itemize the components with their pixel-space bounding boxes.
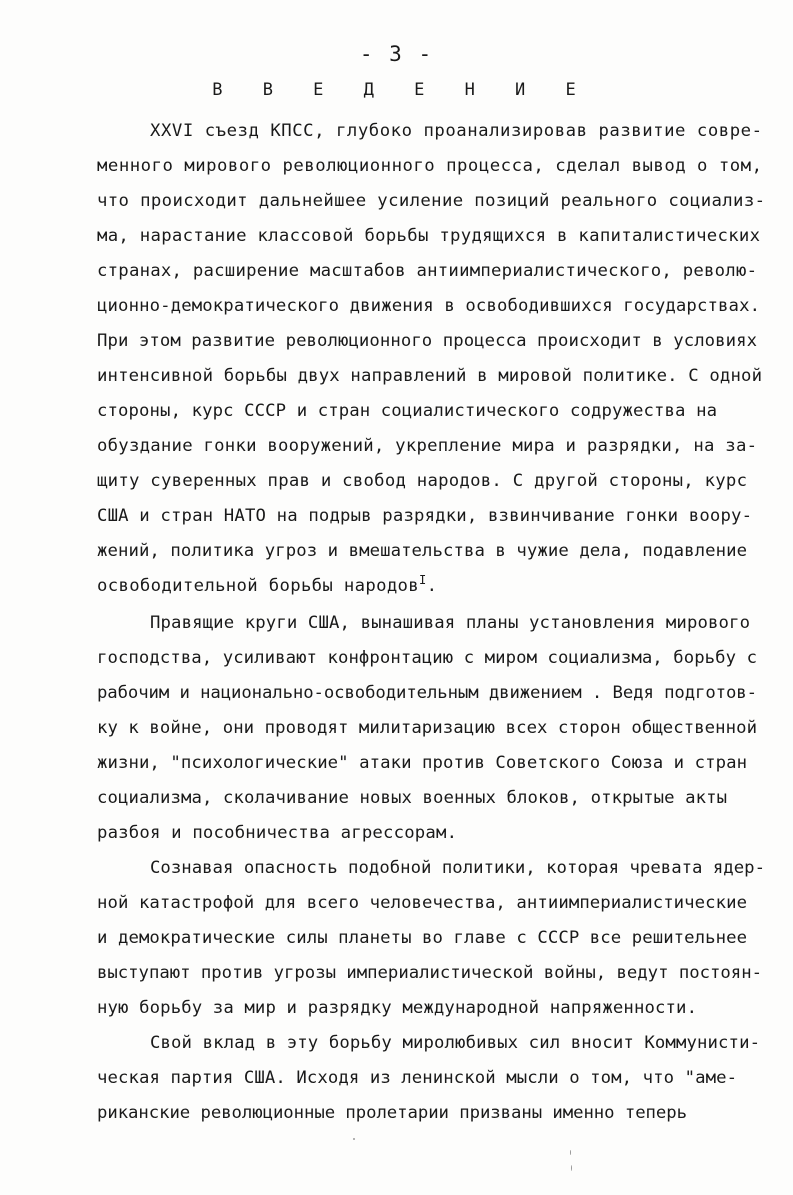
scan-speck — [571, 1165, 572, 1171]
text-line: и демократические силы планеты во главе с СССР все решительнее — [97, 928, 748, 948]
text-line: США и стран НАТО на подрыв разрядки, взвинчивание гонки воору- — [97, 506, 753, 526]
text-line: обуздание гонки вооружений, укрепление мира и разрядки, на за- — [97, 436, 758, 456]
text-line: Сознавая опасность подобной политики, которая чревата ядер- — [150, 858, 766, 878]
text-line: Свой вклад в эту борьбу миролюбивых сил вносит Коммунисти- — [150, 1033, 761, 1053]
text-line: рабочим и национально-освободительным движением . Ведя подготов- — [97, 683, 757, 703]
scan-speck — [570, 1150, 571, 1155]
text-line: жизни, "психологические" атаки против Советского Союза и стран — [97, 753, 748, 773]
text-line-body: освободительной борьбы народов — [97, 576, 420, 596]
text-line: ционно-демократического движения в освободившихся государствах. — [97, 296, 761, 316]
text-line: риканские революционные пролетарии призваны именно теперь — [97, 1103, 687, 1123]
text-line: выступают против угрозы империалистической войны, ведут постоян- — [97, 963, 762, 983]
text-line: социализма, сколачивание новых военных блоков, открытые акты — [97, 788, 728, 808]
text-line: XXVI съезд КПСС, глубоко проанализировав развитие совре- — [150, 121, 763, 141]
text-line: щиту суверенных прав и свобод народов. С другой стороны, курс — [97, 471, 748, 491]
text-line: При этом развитие революционного процесса происходит в условиях — [97, 331, 758, 351]
text-line: менного мирового революционного процесса, сделал вывод о том, — [97, 156, 763, 176]
text-line: освободительной борьбы народов$^I$. — [97, 573, 438, 596]
text-line: ческая партия США. Исходя из ленинской мысли о том, что "аме- — [97, 1068, 738, 1088]
text-line: интенсивной борьбы двух направлений в мировой политике. С одной — [97, 366, 763, 386]
scan-speck — [353, 1138, 355, 1140]
footnote-marker: I — [419, 573, 427, 587]
page-title: В В Е Д Е Н И Е — [212, 80, 591, 100]
text-line: жений, политика угроз и вмешательства в чужие дела, подавление — [97, 541, 748, 561]
page-number: - 3 - — [359, 42, 434, 66]
text-line: господства, усиливают конфронтацию с миром социализма, борьбу с — [97, 648, 758, 668]
text-line: разбоя и пособничества агрессорам. — [97, 823, 458, 843]
text-line: ку к войне, они проводят милитаризацию всех сторон общественной — [97, 718, 758, 738]
text-line: что происходит дальнейшее усиление позиций реального социализ- — [97, 191, 766, 211]
text-line: странах, расширение масштабов антиимпериалистического, револю- — [97, 261, 758, 281]
text-line: ную борьбу за мир и разрядку международной напряженности. — [97, 998, 698, 1018]
text-line: ной катастрофой для всего человечества, антиимпериалистические — [97, 893, 748, 913]
text-line: стороны, курс СССР и стран социалистического содружества на — [97, 401, 718, 421]
text-line: Правящие круги США, вынашивая планы установления мирового — [150, 613, 751, 633]
text-line: ма, нарастание классовой борьбы трудящихся в капиталистических — [97, 226, 761, 246]
